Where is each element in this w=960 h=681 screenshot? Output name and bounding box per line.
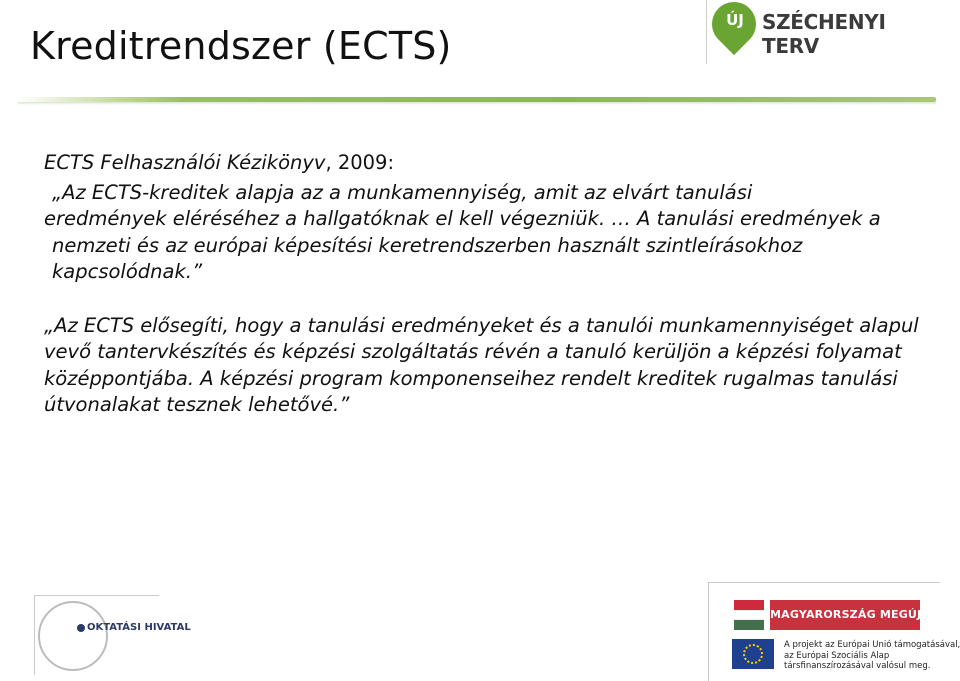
circle-emblem-icon [38,601,108,671]
header-divider-shadow [18,102,936,105]
quote-1-rest: eredmények eléréséhez a hallgatóknak el kell végezniük. … A tanulási eredmények a nemzeti és az európai képesítési keretrendszerben használt szintleírásokhoz kapcsolódnak.” [44,207,881,283]
eu-text-line: társfinanszírozásával valósul meg. [784,661,931,671]
logo-name: SZÉCHENYI TERV [762,10,886,58]
eu-text-line: A projekt az Európai Unió támogatásával, [784,640,960,650]
logo-frame-top [34,595,159,596]
logo-pin-text: ÚJ [726,11,744,29]
eu-text-line: az Európai Szociális Alap [784,650,890,661]
hungarian-flag-icon [734,600,764,630]
logo-divider [706,0,707,64]
block-frame [708,582,709,681]
page-title: Kreditrendszer (ECTS) [30,24,452,68]
quote-1-first-line: „Az ECTS-kreditek alapja az a munkamennyiség, amit az elvárt tanulási [52,180,753,204]
magyarorszag-megujul-banner: MAGYARORSZÁG MEGÚJUL [770,600,920,630]
quote-1 [44,180,924,286]
source-title: ECTS Felhasználói Kézikönyv [44,151,326,174]
eu-flag-icon [732,639,774,669]
logo-frame [34,595,35,675]
oktatasi-hivatal-logo [34,595,191,675]
slide-body [44,150,924,419]
eu-funding-text [784,640,960,672]
source-year: , 2009: [325,151,395,174]
szechenyi-terv-logo [706,0,946,64]
source-line [44,150,924,177]
block-frame-top [708,582,940,583]
funding-block [708,582,960,681]
logo-text: OKTATÁSI HIVATAL [87,622,191,633]
quote-2: „Az ECTS elősegíti, hogy a tanulási eredményeket és a tanulói munkamennyiséget alapul vevő tantervkészítés és képzési szolgáltatás révén a tanuló kerüljön a képzési folyamat középpontjába. A képzési program komponenseihez rendelt kreditek rugalmas tanulási útvonalakat tesznek lehetővé.” [44,313,919,416]
dot-icon [77,624,85,632]
